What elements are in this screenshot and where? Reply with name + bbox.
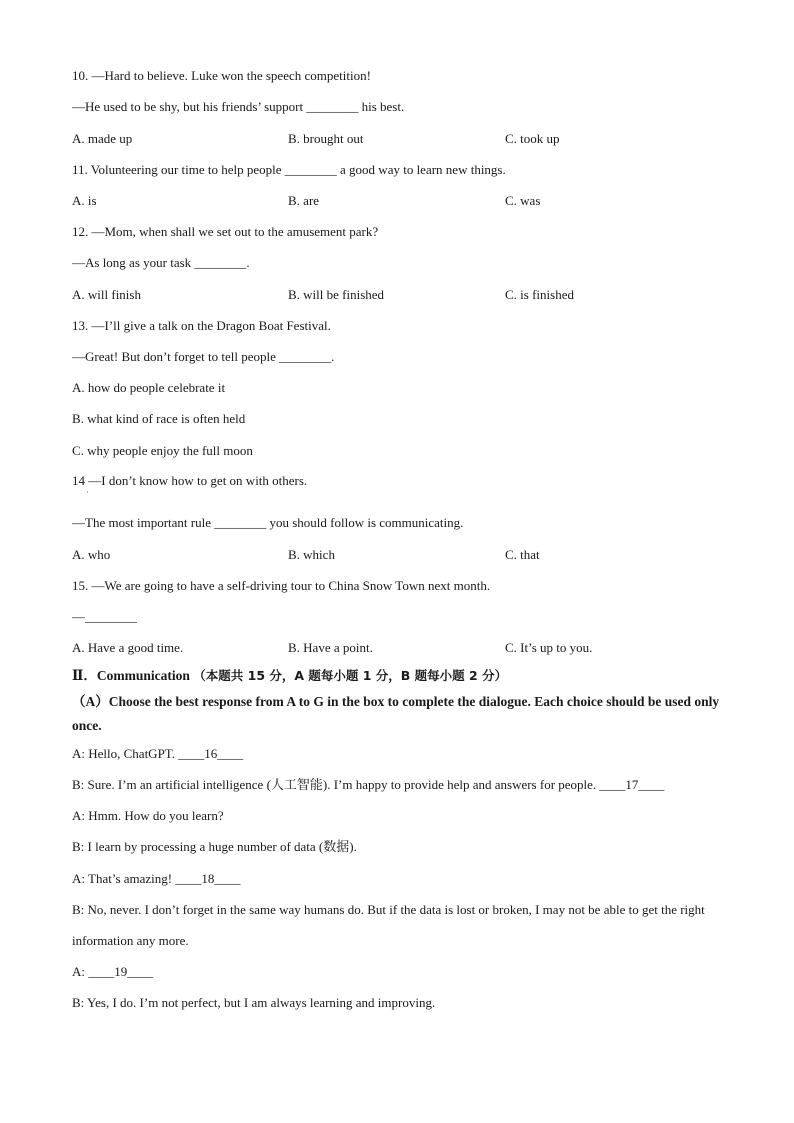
option-c: C. It’s up to you. xyxy=(505,640,593,655)
option-a: A. who xyxy=(72,547,111,562)
dialogue-line: B: I learn by processing a huge number of data (数据). xyxy=(72,839,357,854)
section-2-title-cn: （本题共 15 分，A 题每小题 1 分，B 题每小题 2 分） xyxy=(193,668,508,683)
option-a: A. Have a good time. xyxy=(72,640,184,655)
question-10-prompt: 10. —Hard to believe. Luke won the speech competition! xyxy=(72,68,371,83)
dialogue-line: A: Hello, ChatGPT. ____16____ xyxy=(72,746,244,761)
dialogue-line: A: ____19____ xyxy=(72,964,154,979)
question-13-option-c: C. why people enjoy the full moon xyxy=(72,443,253,458)
option-a: A. made up xyxy=(72,131,133,146)
question-14-prompt: 14 —I don’t know how to get on with others. xyxy=(72,473,308,488)
question-15-response: —________ xyxy=(72,609,137,624)
dialogue-line: B: No, never. I don’t forget in the same way humans do. But if the data is lost or broken, I may not be able to get the right information any more. xyxy=(72,902,705,948)
section-2-title-en: Ⅱ．Communication xyxy=(72,668,190,683)
option-c: C. took up xyxy=(505,131,560,146)
stray-dot-mark: · xyxy=(86,488,89,497)
section-2-title xyxy=(72,664,724,688)
question-13-option-b: B. what kind of race is often held xyxy=(72,411,246,426)
option-b: B. Have a point. xyxy=(288,640,373,655)
option-b: B. brought out xyxy=(288,131,364,146)
option-b: B. will be finished xyxy=(288,287,385,302)
question-15-prompt: 15. —We are going to have a self-driving tour to China Snow Town next month. xyxy=(72,578,491,593)
dialogue-line: A: That’s amazing! ____18____ xyxy=(72,871,241,886)
section-2-instruction: （A）Choose the best response from A to G in the box to complete the dialogue. Each choice should be used only once. xyxy=(72,694,720,733)
option-c: C. was xyxy=(505,193,541,208)
question-13-response: —Great! But don’t forget to tell people ________. xyxy=(72,349,335,364)
question-13-prompt: 13. —I’ll give a talk on the Dragon Boat Festival. xyxy=(72,318,331,333)
option-a: A. will finish xyxy=(72,287,141,302)
question-11-prompt: 11. Volunteering our time to help people ________ a good way to learn new things. xyxy=(72,162,506,177)
dialogue-line: B: Sure. I’m an artificial intelligence (人工智能). I’m happy to provide help and answers for people. ____17____ xyxy=(72,777,665,792)
question-12-prompt: 12. —Mom, when shall we set out to the amusement park? xyxy=(72,224,379,239)
option-c: C. that xyxy=(505,547,540,562)
option-a: A. is xyxy=(72,193,97,208)
question-14-response: —The most important rule ________ you should follow is communicating. xyxy=(72,515,464,530)
option-b: B. are xyxy=(288,193,320,208)
dialogue-line: A: Hmm. How do you learn? xyxy=(72,808,224,823)
question-13-option-a: A. how do people celebrate it xyxy=(72,380,226,395)
question-12-response: —As long as your task ________. xyxy=(72,255,250,270)
option-c: C. is finished xyxy=(505,287,574,302)
question-10-response: —He used to be shy, but his friends’ support ________ his best. xyxy=(72,99,405,114)
option-b: B. which xyxy=(288,547,335,562)
dialogue-line: B: Yes, I do. I’m not perfect, but I am always learning and improving. xyxy=(72,995,436,1010)
